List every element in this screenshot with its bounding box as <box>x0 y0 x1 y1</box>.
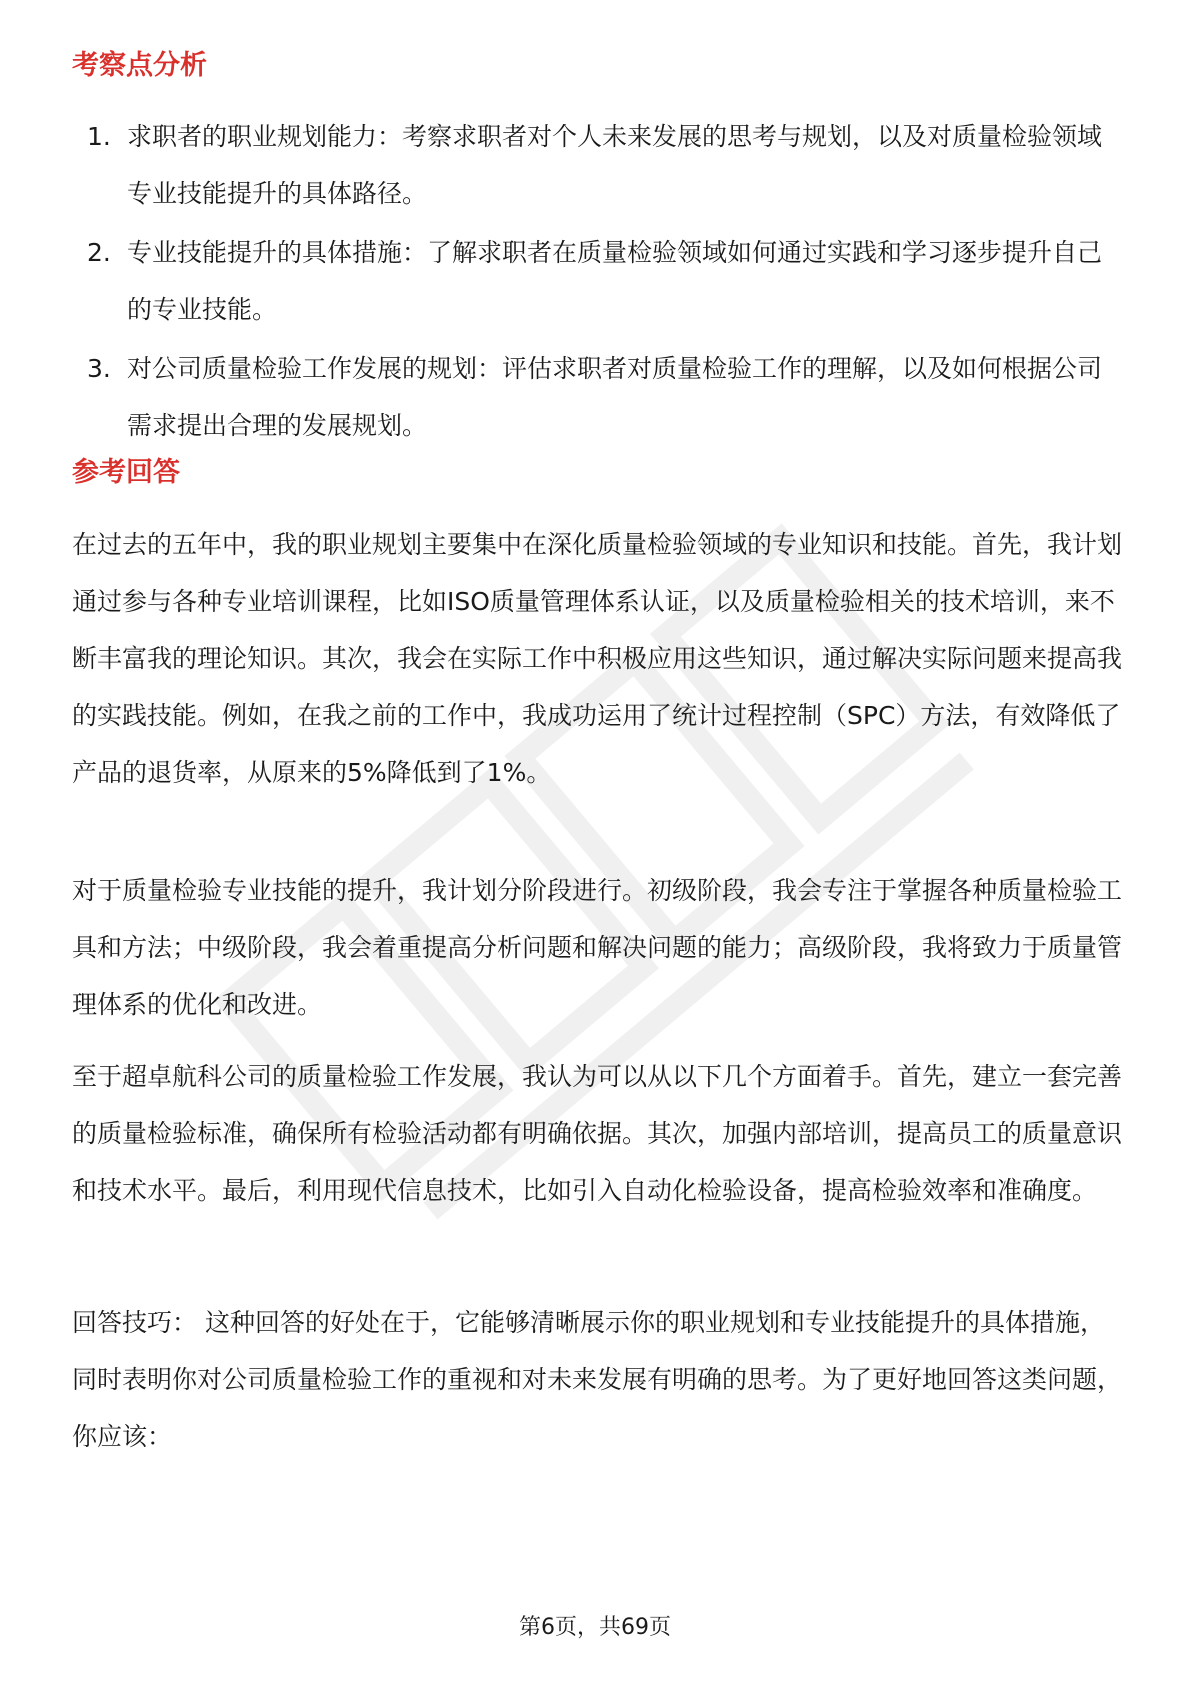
page-number: 第6页，共69页 <box>519 1615 671 1640</box>
answer-paragraph-1: 在过去的五年中，我的职业规划主要集中在深化质量检验领域的专业知识和技能。首先，我计划通过参与各种专业培训课程，比如ISO质量管理体系认证，以及质量检验相关的技术培训，来不断丰富我的理论知识。其次，我会在实际工作中积极应用这些知识，通过解决实际问题来提高我的实践技能。例如，在我之前的工作中，我成功运用了统计过程控制（SPC）方法，有效降低了产品的退货率，从原来的5%降低到了1%。 <box>72 530 1123 787</box>
list-item-number: 3. <box>87 354 111 383</box>
list-item <box>72 224 1122 338</box>
answer-paragraph-3: 至于超卓航科公司的质量检验工作发展，我认为可以从以下几个方面着手。首先，建立一套完善的质量检验标准，确保所有检验活动都有明确依据。其次，加强内部培训，提高员工的质量意识和技术水平。最后，利用现代信息技术，比如引入自动化检验设备，提高检验效率和准确度。 <box>72 1062 1123 1205</box>
section-title-answer: 参考回答 <box>72 457 180 488</box>
list-item-text: 专业技能提升的具体措施：了解求职者在质量检验领域如何通过实践和学习逐步提升自己的专业技能。 <box>127 238 1103 324</box>
answer-paragraph-2: 对于质量检验专业技能的提升，我计划分阶段进行。初级阶段，我会专注于掌握各种质量检验工具和方法；中级阶段，我会着重提高分析问题和解决问题的能力；高级阶段，我将致力于质量管理体系的优化和改进。 <box>72 876 1123 1019</box>
list-item-number: 2. <box>87 238 111 267</box>
list-item-text: 对公司质量检验工作发展的规划：评估求职者对质量检验工作的理解，以及如何根据公司需求提出合理的发展规划。 <box>127 354 1103 440</box>
section-title-analysis: 考察点分析 <box>72 50 207 81</box>
list-item <box>72 108 1122 222</box>
list-item-number: 1. <box>87 122 111 151</box>
list-item <box>72 340 1122 454</box>
answer-tips-paragraph: 回答技巧： 这种回答的好处在于，它能够清晰展示你的职业规划和专业技能提升的具体措施，同时表明你对公司质量检验工作的重视和对未来发展有明确的思考。为了更好地回答这类问题，你应该： <box>72 1308 1123 1451</box>
analysis-list <box>72 108 1122 456</box>
list-item-text: 求职者的职业规划能力：考察求职者对个人未来发展的思考与规划，以及对质量检验领域专业技能提升的具体路径。 <box>127 122 1103 208</box>
